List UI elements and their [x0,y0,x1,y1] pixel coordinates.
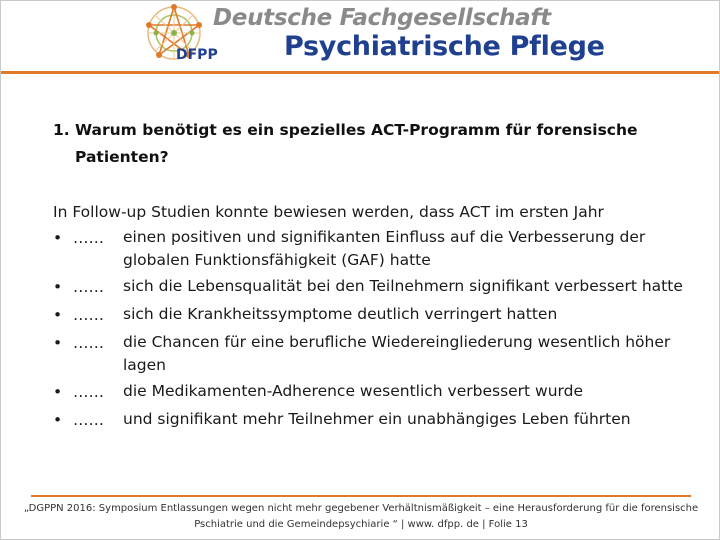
org-name-line2: Psychiatrische Pflege [284,31,605,62]
ellipsis: …… [73,334,104,352]
list-item [53,330,693,377]
question-number: 1. [53,121,70,139]
ellipsis: …… [73,383,104,401]
org-abbreviation: DFPP [176,47,218,63]
findings-list [53,225,693,435]
bullet: • [53,306,63,324]
ellipsis: …… [73,278,104,296]
list-item-text: sich die Krankheitssymptome deutlich verringert hatten [123,305,558,323]
ellipsis: …… [73,306,104,324]
question-text: Warum benötigt es ein spezielles ACT-Programm für forensische Patienten? [75,121,638,166]
list-item [53,302,693,328]
bullet: • [53,334,63,352]
footer-divider [31,495,691,497]
ellipsis: …… [73,229,104,247]
list-item-text: und signifikant mehr Teilnehmer ein unabhängiges Leben führten [123,410,631,428]
bullet: • [53,278,63,296]
footer [19,501,703,533]
footer-line2: Pschiatrie und die Gemeindepsychiarie “ | www. dfpp. de | Folie 13 [194,519,528,530]
list-item-text: sich die Lebensqualität bei den Teilnehmern signifikant verbessert hatte [123,277,683,295]
bullet: • [53,229,63,247]
list-item [53,225,693,272]
list-item [53,274,693,300]
header-divider [1,71,719,74]
org-name-line1: Deutsche Fachgesellschaft [213,5,551,31]
header [1,1,719,73]
bullet: • [53,383,63,401]
list-item [53,407,693,433]
list-item [53,379,693,405]
question-heading [53,117,653,171]
list-item-text: die Chancen für eine berufliche Wiedereingliederung wesentlich höher lagen [123,333,671,374]
bullet: • [53,411,63,429]
ellipsis: …… [73,411,104,429]
footer-line1: „DGPPN 2016: Symposium Entlassungen wegen nicht mehr gegebener Verhältnismäßigkeit – eine Herausforderung für die forensische [23,503,699,514]
list-item-text: die Medikamenten-Adherence wesentlich verbessert wurde [123,382,584,400]
intro-text: In Follow-up Studien konnte bewiesen werden, dass ACT im ersten Jahr [53,203,604,221]
list-item-text: einen positiven und signifikanten Einfluss auf die Verbesserung der globalen Funktionsfähigkeit (GAF) hatte [123,228,646,269]
